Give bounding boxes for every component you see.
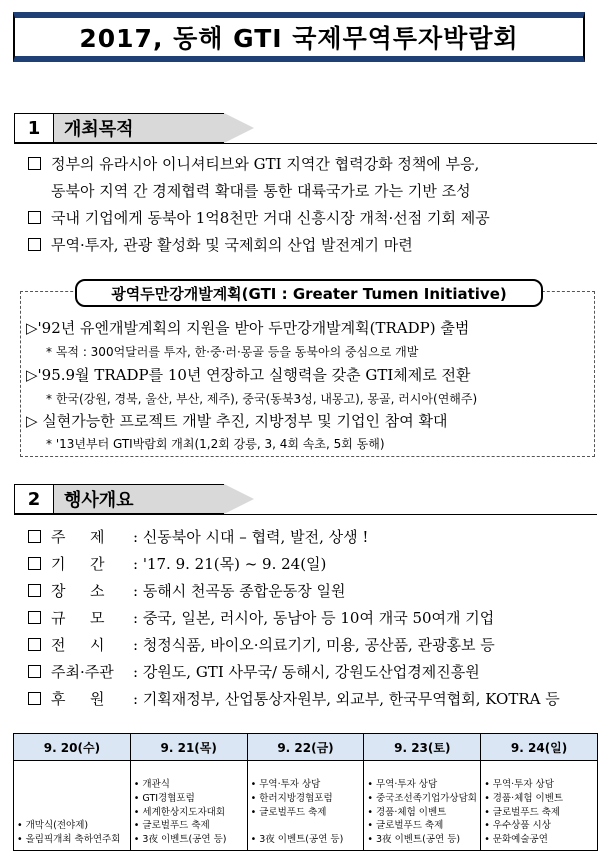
purpose-item: 무역·투자, 관광 활성화 및 국제회의 산업 발전계기 마련 <box>28 234 413 255</box>
schedule-table <box>13 733 598 851</box>
purpose-item-continued: 동북아 지역 간 경제협력 확대를 통한 대륙국가로 가는 기반 조성 <box>51 182 471 200</box>
gti-point: ▷'95.9월 TRADP를 10년 연장하고 실행력을 갖춘 GTI체제로 전환 <box>26 366 471 384</box>
schedule-event: • 경품·체험 이벤트 <box>367 806 447 818</box>
schedule-header-row <box>14 734 598 761</box>
schedule-event: • 개관식 <box>133 779 170 791</box>
page-title-text: 2017, 동해 GTI 국제무역투자박람회 <box>79 24 519 53</box>
schedule-event: • 경품·체험 이벤트 <box>484 792 564 804</box>
schedule-event: • 무역·투자 상담 <box>367 779 438 791</box>
section-label: 행사개요 <box>54 484 224 514</box>
gti-note: * '13년부터 GTI박람회 개최(1,2회 강릉, 3, 4회 속초, 5회 동해) <box>46 437 385 451</box>
schedule-event: • 글로벌푸드 축제 <box>250 806 327 818</box>
purpose-item: 정부의 유라시아 이니셔티브와 GTI 지역간 협력강화 정책에 부응, <box>28 153 479 174</box>
section-header-overview <box>14 484 254 514</box>
schedule-cell <box>481 761 598 851</box>
overview-item: 주최·주관 : 강원도, GTI 사무국/ 동해시, 강원도산업경제진흥원 <box>28 661 480 682</box>
schedule-event: • 글로벌푸드 축제 <box>367 820 444 832</box>
schedule-event <box>251 819 361 833</box>
schedule-day-header: 9. 20(수) <box>14 734 131 761</box>
section-number: 2 <box>14 484 54 514</box>
overview-item: 기 간 : '17. 9. 21(목) ~ 9. 24(일) <box>28 553 326 574</box>
checkbox-square-icon <box>28 530 41 543</box>
schedule-event: • GTI경협포럼 <box>133 792 195 804</box>
overview-item: 전 시 : 청정식품, 바이오·의료기기, 미용, 공산품, 관광홍보 등 <box>28 634 495 655</box>
schedule-day-header: 9. 23(토) <box>364 734 481 761</box>
schedule-event: • 글로벌푸드 축제 <box>484 806 561 818</box>
schedule-event: • 3夜 이벤트(공연 등) <box>133 834 227 846</box>
gti-point: ▷ 실현가능한 프로젝트 개발 추진, 지방정부 및 기업인 참여 확대 <box>26 412 448 430</box>
schedule-day-header: 9. 21(목) <box>130 734 247 761</box>
checkbox-square-icon <box>28 157 41 170</box>
schedule-event: • 문화예술공연 <box>484 834 548 846</box>
overview-item: 규 모 : 중국, 일본, 러시아, 동남아 등 10여 개국 50여개 기업 <box>28 607 494 628</box>
checkbox-square-icon <box>28 584 41 597</box>
schedule-body-row <box>14 761 598 851</box>
schedule-event: • 한러지방경협포럼 <box>250 792 333 804</box>
schedule-day-header: 9. 24(일) <box>481 734 598 761</box>
checkbox-square-icon <box>28 611 41 624</box>
section-divider <box>14 514 597 515</box>
schedule-event: • 3夜 이벤트(공연 등) <box>250 834 344 846</box>
schedule-event: • 무역·투자 상담 <box>484 779 554 791</box>
overview-item: 주 제 : 신동북아 시대 – 협력, 발전, 상생 ! <box>28 526 368 547</box>
gti-point: ▷'92년 유엔개발계획의 지원을 받아 두만강개발계획(TRADP) 출범 <box>26 319 470 337</box>
schedule-cell <box>14 761 131 851</box>
schedule-cell <box>130 761 247 851</box>
overview-item: 장 소 : 동해시 천곡동 종합운동장 일원 <box>28 580 346 601</box>
section-arrow <box>224 484 254 514</box>
gti-note: * 한국(강원, 경북, 울산, 부산, 제주), 중국(동북3성, 내몽고), 몽골, 러시아(연해주) <box>46 392 478 406</box>
section-header-purpose <box>14 113 254 143</box>
schedule-cell <box>364 761 481 851</box>
schedule-event: • 우수상품 시상 <box>484 820 551 832</box>
section-divider <box>14 143 597 144</box>
section-number: 1 <box>14 113 54 143</box>
gti-box-title: 광역두만강개발계획(GTI : Greater Tumen Initiative) <box>75 279 543 307</box>
checkbox-square-icon <box>28 211 41 224</box>
section-label: 개최목적 <box>54 113 224 143</box>
purpose-item: 국내 기업에게 동북아 1억8천만 거대 신흥시장 개척·선점 기회 제공 <box>28 207 490 228</box>
gti-note: * 목적 : 300억달러를 투자, 한·중·러·몽골 등을 동북아의 중심으로 개발 <box>46 345 419 359</box>
section-arrow <box>224 113 254 143</box>
schedule-cell <box>247 761 364 851</box>
schedule-day-header: 9. 22(금) <box>247 734 364 761</box>
schedule-event: • 3夜 이벤트(공연 등) <box>367 834 461 846</box>
checkbox-square-icon <box>28 557 41 570</box>
checkbox-square-icon <box>28 638 41 651</box>
page-title <box>13 12 585 62</box>
checkbox-square-icon <box>28 238 41 251</box>
schedule-event: • 세계한상지도자대회 <box>133 806 226 818</box>
schedule-event: • 무역·투자 상담 <box>250 779 321 791</box>
checkbox-square-icon <box>28 692 41 705</box>
schedule-event: • 글로벌푸드 축제 <box>133 820 210 832</box>
schedule-event: • 중국조선족기업가상담회 <box>367 792 477 804</box>
schedule-event: • 개막식(전야제) <box>17 820 89 832</box>
schedule-event: • 올림픽개최 축하연주회 <box>17 834 121 846</box>
overview-item: 후 원 : 기획재정부, 산업통상자원부, 외교부, 한국무역협회, KOTRA 등 <box>28 688 560 709</box>
checkbox-square-icon <box>28 665 41 678</box>
